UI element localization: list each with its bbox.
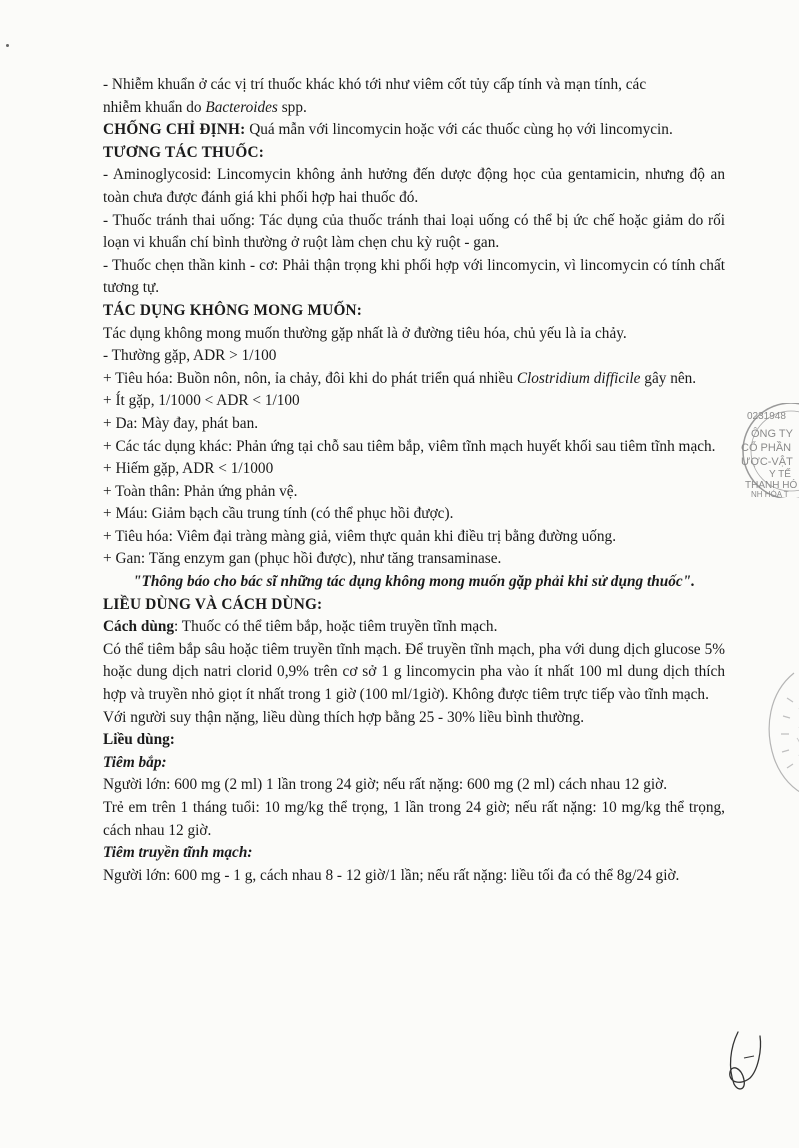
administration-label: Cách dùng [103,618,174,636]
interactions-heading: TƯƠNG TÁC THUỐC: [103,143,265,161]
page-speck [6,44,9,47]
administration-detail: Có thể tiêm bắp sâu hoặc tiêm truyền tĩnh mạch. Để truyền tĩnh mạch, pha với dung dịch glucose 5% hoặc dung dịch natri clorid 0,9% trên cơ sở 1 g lincomycin pha vào ít nhất 100 ml dung dịch thích hợp và truyền nhỏ giọt ít nhất trong 1 giờ (100 ml/1giờ). Không được tiêm trực tiếp vào tĩnh mạch. [103,640,725,704]
contraindication-heading: CHỐNG CHỈ ĐỊNH: [103,121,246,139]
adverse-other: + Các tác dụng khác: Phản ứng tại chỗ sau tiêm bắp, viêm tĩnh mạch huyết khối sau tiêm tĩnh mạch. [103,437,716,455]
seal-line-5: Y TẾ [769,469,791,480]
im-adult: Người lớn: 600 mg (2 ml) 1 lần trong 24 giờ; nếu rất nặng: 600 mg (2 ml) cách nhau 12 giờ. [103,776,668,794]
adverse-blood: + Máu: Giảm bạch cầu trung tính (có thể phục hồi được). [103,505,454,523]
adverse-uncommon: + Ít gặp, 1/1000 < ADR < 1/100 [103,392,300,410]
seal-line-7: NH HÓA T [751,490,789,498]
adverse-intro: Tác dụng không mong muốn thường gặp nhất là ở đường tiêu hóa, chủ yếu là ỉa chảy. [103,324,627,342]
im-subheading: Tiêm bắp: [103,753,167,771]
interaction-contraceptive: - Thuốc tránh thai uống: Tác dụng của thuốc tránh thai loại uống có thể bị ức chế hoặc giảm do rối loạn vi khuẩn chí bình thường ở ruột làm chẹn chu kỳ ruột - gan. [103,211,725,252]
interaction-neuromuscular: - Thuốc chẹn thần kinh - cơ: Phải thận trọng khi phối hợp với lincomycin, vì lincomycin có tính chất tương tự. [103,256,725,297]
dosage-heading: LIỀU DÙNG VÀ CÁCH DÙNG: [103,595,323,613]
adverse-liver: + Gan: Tăng enzym gan (phục hồi được), như tăng transaminase. [103,550,502,568]
renal-dosage: Với người suy thận nặng, liều dùng thích hợp bằng 25 - 30% liều bình thường. [103,708,585,726]
interaction-aminoglycosid: - Aminoglycosid: Lincomycin không ảnh hưởng đến dược động học của gentamicin, nhưng độ an toàn chưa được đánh giá khi phối hợp hai thuốc đó. [103,166,725,206]
adverse-rare: + Hiếm gặp, ADR < 1/1000 [103,460,274,478]
im-child: Trẻ em trên 1 tháng tuổi: 10 mg/kg thể trọng, 1 lần trong 24 giờ; nếu rất nặng: 10 mg/kg thể trọng, cách nhau 12 giờ. [103,799,725,839]
iv-adult: Người lớn: 600 mg - 1 g, cách nhau 8 - 12 giờ/1 lần; nếu rất nặng: liều tối đa có thể 8g/24 giờ. [103,866,680,884]
indication-line: - Nhiễm khuẩn ở các vị trí thuốc khác khó tới như viêm cốt tủy cấp tính và mạn tính, các [103,76,647,93]
adverse-gi: + Tiêu hóa: Buồn nôn, nôn, ỉa chảy, đôi khi do phát triển quá nhiều Clostridium difficile gây nên. [103,369,697,387]
company-seal [729,403,799,498]
adverse-common: - Thường gặp, ADR > 1/100 [103,347,277,365]
indication-line-2: nhiễm khuẩn do Bacteroides spp. [103,98,307,116]
iv-subheading: Tiêm truyền tĩnh mạch: [103,844,253,862]
partial-seal-mark [749,668,799,798]
document-body [103,74,725,887]
seal-number: 0231948 [747,411,786,422]
seal-line-6: THANH HÓ [745,480,798,491]
seal-line-4: ƯỢC-VẬT [741,456,793,468]
contraindication-paragraph: CHỐNG CHỈ ĐỊNH: Quá mẫn với lincomycin hoặc với các thuốc cùng họ với lincomycin. [103,121,673,139]
dosage-subheading: Liều dùng: [103,731,175,749]
notice-to-doctor: "Thông báo cho bác sĩ những tác dụng không mong muốn gặp phải khi sử dụng thuốc". [133,573,695,591]
administration-line: Cách dùng: Thuốc có thể tiêm bắp, hoặc tiêm truyền tĩnh mạch. [103,618,498,636]
adverse-skin: + Da: Mày đay, phát ban. [103,414,259,432]
adverse-effects-heading: TÁC DỤNG KHÔNG MONG MUỐN: [103,301,363,319]
adverse-systemic: + Toàn thân: Phản ứng phản vệ. [103,482,298,500]
adverse-gi-rare: + Tiêu hóa: Viêm đại tràng màng giả, viêm thực quản khi điều trị bằng đường uống. [103,527,617,545]
signature-initials [720,1028,770,1096]
seal-line-2: ÔNG TY [751,428,793,440]
seal-line-3: CỔ PHẦN [741,442,792,454]
